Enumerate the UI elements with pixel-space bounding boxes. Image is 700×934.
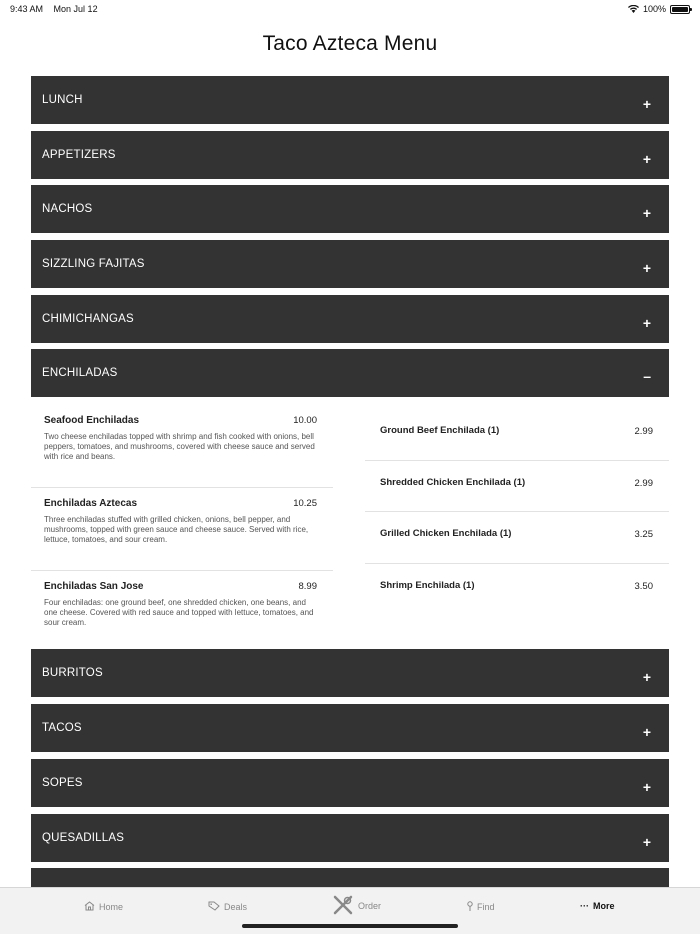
status-time: 9:43 AM xyxy=(10,4,44,14)
category-label: CHIMICHANGAS xyxy=(42,312,134,325)
more-icon: ··· xyxy=(580,901,589,911)
items-column-left xyxy=(31,405,333,654)
category-lunch[interactable] xyxy=(31,76,669,124)
category-quesadillas[interactable] xyxy=(31,814,669,862)
utensils-icon xyxy=(332,894,354,918)
expand-icon: + xyxy=(642,150,651,167)
status-date: Mon Jul 12 xyxy=(53,4,98,14)
menu-item[interactable] xyxy=(365,512,669,564)
item-description: Four enchiladas: one ground beef, one shredded chicken, one beans, and one cheese. Covered with red sauce and topped with lettuce, tomatoes, and sour cream. xyxy=(44,598,314,628)
tab-find[interactable] xyxy=(467,901,495,913)
item-price: 3.25 xyxy=(634,529,653,541)
item-price: 10.25 xyxy=(293,498,317,510)
item-price: 2.99 xyxy=(634,426,653,438)
page-title: Taco Azteca Menu xyxy=(262,32,438,55)
item-name: Enchiladas Aztecas xyxy=(44,498,138,510)
category-label: BURRITOS xyxy=(42,667,103,680)
pin-icon xyxy=(467,901,473,913)
tab-order[interactable] xyxy=(332,894,381,918)
home-icon xyxy=(84,901,95,913)
menu-item[interactable] xyxy=(365,409,669,461)
category-label: TACOS xyxy=(42,722,82,735)
item-name: Enchiladas San Jose xyxy=(44,581,144,593)
category-label: QUESADILLAS xyxy=(42,831,125,844)
category-label: ENCHILADAS xyxy=(42,367,118,380)
tab-home-label: Home xyxy=(99,902,124,912)
expand-icon: + xyxy=(642,205,651,222)
tab-deals-label: Deals xyxy=(224,902,248,912)
status-right xyxy=(628,4,690,14)
expand-icon: + xyxy=(642,833,651,850)
status-bar xyxy=(0,0,700,18)
category-nachos[interactable] xyxy=(31,185,669,233)
category-label: NACHOS xyxy=(42,203,93,216)
tab-order-label: Order xyxy=(358,901,382,911)
category-label: SOPES xyxy=(42,776,83,789)
tab-deals[interactable] xyxy=(208,901,247,913)
item-name: Seafood Enchiladas xyxy=(44,415,140,427)
category-sizzling-fajitas[interactable] xyxy=(31,240,669,288)
menu-item[interactable] xyxy=(31,488,333,571)
item-price: 3.50 xyxy=(634,580,653,592)
tab-bar xyxy=(0,887,700,934)
menu-item[interactable] xyxy=(31,571,333,654)
status-left xyxy=(10,4,106,14)
item-name: Grilled Chicken Enchilada (1) xyxy=(380,528,512,540)
expand-icon: + xyxy=(642,96,651,112)
home-indicator xyxy=(242,924,458,928)
battery-icon xyxy=(670,5,690,14)
items-column-right xyxy=(365,409,669,614)
tab-home[interactable] xyxy=(84,901,123,913)
item-name: Shredded Chicken Enchilada (1) xyxy=(380,476,526,488)
category-chimichangas[interactable] xyxy=(31,295,669,343)
tab-find-label: Find xyxy=(477,902,495,912)
item-description: Three enchiladas stuffed with grilled chicken, onions, bell pepper, and mushrooms, topped with green sauce and cheese sauce. Served with rice, lettuce, tomatoes, and sour cream. xyxy=(44,515,309,545)
item-price: 8.99 xyxy=(298,581,317,593)
menu-list xyxy=(31,76,669,923)
expand-icon: + xyxy=(642,260,651,277)
category-appetizers[interactable] xyxy=(31,131,669,179)
tab-more-label: More xyxy=(593,901,615,911)
category-label: LUNCH xyxy=(42,94,83,106)
item-description: Two cheese enchiladas topped with shrimp and fish cooked with onions, bell peppers, tomatoes, and mushrooms, covered with cheese sauce and served with rice and beans. xyxy=(44,432,315,462)
battery-percent: 100% xyxy=(642,4,666,14)
menu-item[interactable] xyxy=(31,405,333,488)
item-name: Ground Beef Enchilada (1) xyxy=(380,425,500,437)
collapse-icon: – xyxy=(643,368,651,385)
menu-item[interactable] xyxy=(365,461,669,513)
item-price: 2.99 xyxy=(634,477,653,489)
category-label: APPETIZERS xyxy=(42,148,116,161)
tag-icon xyxy=(208,901,220,913)
enchiladas-items xyxy=(31,397,669,649)
menu-item[interactable] xyxy=(365,564,669,615)
item-name: Shrimp Enchilada (1) xyxy=(380,579,475,591)
expand-icon: + xyxy=(642,669,651,686)
expand-icon: + xyxy=(642,314,651,331)
category-burritos[interactable] xyxy=(31,649,669,697)
tab-more[interactable] xyxy=(580,901,615,911)
category-enchiladas[interactable] xyxy=(31,349,669,397)
category-tacos[interactable] xyxy=(31,704,669,752)
expand-icon: + xyxy=(642,724,651,741)
item-price: 10.00 xyxy=(293,415,317,427)
wifi-icon xyxy=(628,5,639,13)
category-sopes[interactable] xyxy=(31,759,669,807)
category-label: SIZZLING FAJITAS xyxy=(42,258,145,271)
expand-icon: + xyxy=(642,778,651,795)
